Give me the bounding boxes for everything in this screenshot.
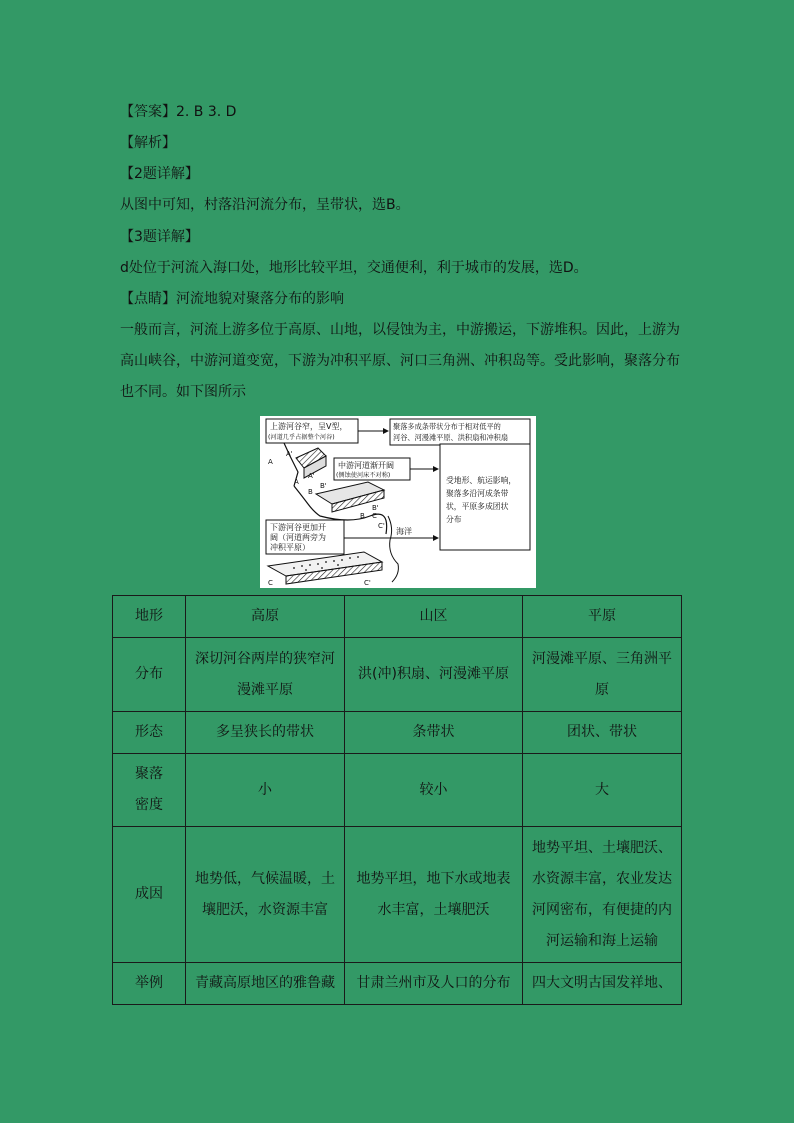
analysis-heading: 【解析】 [120,135,176,151]
table-cell: 团状、带状 [523,712,682,754]
upper-box-line: 上游河谷窄，呈V型， [270,422,348,431]
sea-label: 海洋 [396,527,412,536]
table-row [113,712,682,754]
right-box-line: 分布 [446,515,462,524]
row-label-cell: 形态 [113,712,186,754]
top-right-line: 聚落多成条带状分布于相对低平的 [393,422,501,431]
coastline [388,516,398,582]
answer-line: 【答案】2. B 3. D [120,104,237,120]
lower-box-line: 下游河谷更加开 [270,523,326,532]
table-cell: 地势低，气候温暖，土壤肥沃，水资源丰富 [186,827,345,963]
middle-box-line: 中游河道渐开阔 [338,461,394,470]
right-box-line: 聚落多沿河成条带 [446,489,509,498]
section-label: A' [286,450,293,458]
table-cell: 条带状 [345,712,523,754]
section-label: C [372,512,377,520]
section-label: C [268,579,273,587]
table-row [113,827,682,963]
table-cell: 河漫滩平原、三角洲平原 [523,638,682,712]
settlement-comparison-table [112,595,682,1005]
table-cell: 地势平坦，地下水或地表水丰富，土壤肥沃 [345,827,523,963]
table-cell: 洪(冲)积扇、河漫滩平原 [345,638,523,712]
section-label: B' [372,504,379,512]
middle-box-line: (侧蚀使河床不对称) [336,472,391,479]
table-cell: 青藏高原地区的雅鲁藏 [186,963,345,1005]
river-landform-figure [260,416,536,588]
section-label: A [268,458,273,466]
q3-heading: 【3题详解】 [120,229,199,245]
upper-box-line: (河道几乎占据整个河谷) [268,434,335,441]
table-cell: 多呈狭长的带状 [186,712,345,754]
row-label-cell: 聚落密度 [113,754,186,827]
table-cell: 四大文明古国发祥地、 [523,963,682,1005]
header-cell: 平原 [523,596,682,638]
table-cell: 地势平坦、土壤肥沃、水资源丰富，农业发达河网密布，有便捷的内河运输和海上运输 [523,827,682,963]
table-row [113,754,682,827]
row-label-cell: 举例 [113,963,186,1005]
table-cell: 深切河谷两岸的狭窄河漫滩平原 [186,638,345,712]
tip-line: 一般而言，河流上游多位于高原、山地，以侵蚀为主，中游搬运，下游堆积。因此，上游为 [120,322,680,338]
table-row [113,963,682,1005]
top-right-line: 河谷、河漫滩平原、洪积扇和冲积扇 [393,433,509,442]
section-label: B' [320,482,327,490]
lower-box-line: 阔（河道两旁为 [270,533,326,542]
section-label: A' [308,472,315,480]
table-cell: 甘肃兰州市及人口的分布 [345,963,523,1005]
tip-line: 高山峡谷，中游河道变宽，下游为冲积平原、河口三角洲、冲积岛等。受此影响，聚落分布 [120,353,680,369]
table-row [113,638,682,712]
table-cell: 小 [186,754,345,827]
right-box-line: 状，平原多成团状 [446,502,509,511]
table-cell: 较小 [345,754,523,827]
section-label: C' [364,579,371,587]
header-cell: 山区 [345,596,523,638]
header-cell: 高原 [186,596,345,638]
tip-line: 也不同。如下图所示 [120,384,246,400]
right-box-line: 受地形、航运影响， [446,476,517,485]
table-cell: 大 [523,754,682,827]
q2-heading: 【2题详解】 [120,166,199,182]
q2-text: 从图中可知，村落沿河流分布，呈带状，选B。 [120,197,410,213]
row-label-cell: 成因 [113,827,186,963]
section-label: B [308,488,313,496]
row-label-cell: 分布 [113,638,186,712]
table-header-row [113,596,682,638]
section-label: A [294,478,299,486]
river-landform-diagram [260,416,536,588]
q3-text: d处位于河流入海口处，地形比较平坦，交通便利，利于城市的发展，选D。 [120,260,588,276]
lower-box-line: 冲积平原） [270,543,310,552]
tip-heading: 【点睛】河流地貌对聚落分布的影响 [120,291,344,307]
header-cell: 地形 [113,596,186,638]
section-label: C' [378,522,385,530]
section-label: B [360,512,365,520]
